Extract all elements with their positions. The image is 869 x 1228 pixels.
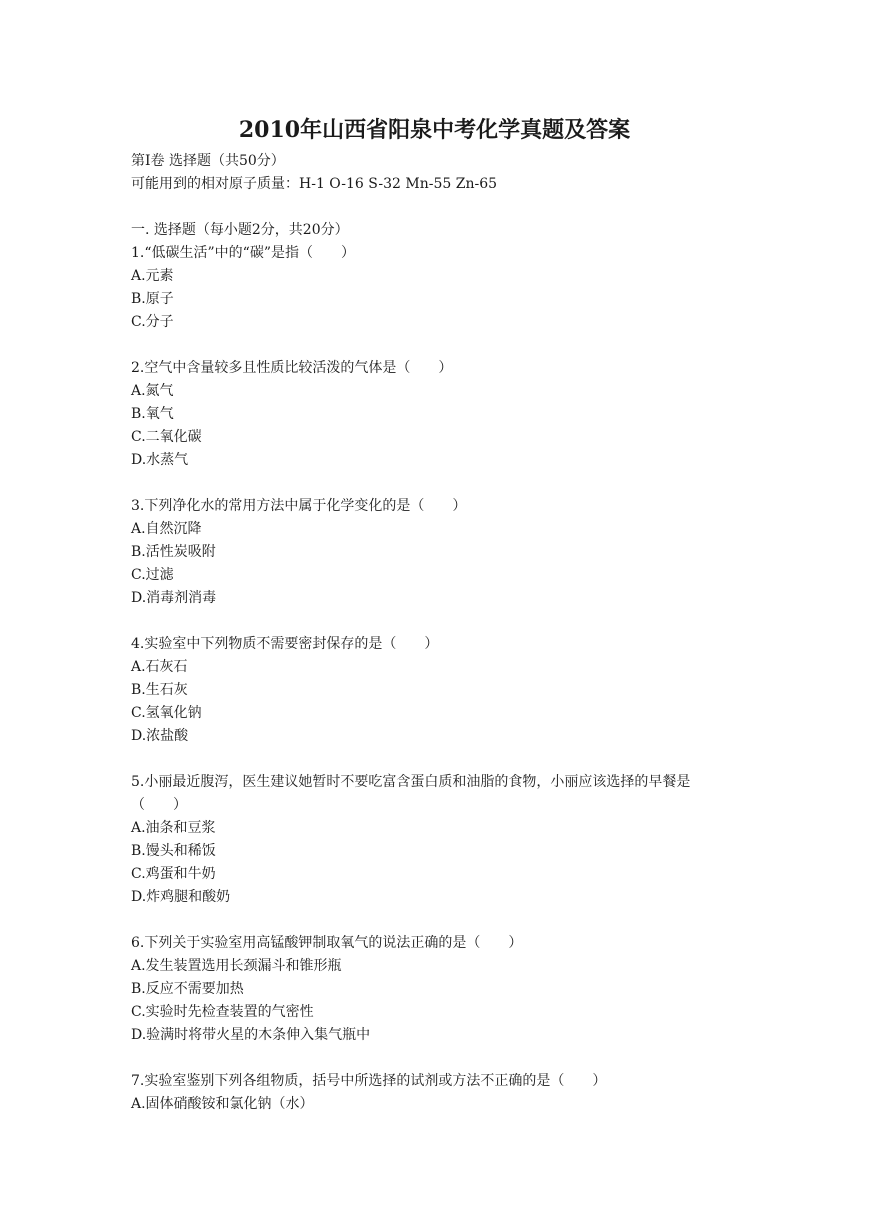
option-b: B.原子 — [131, 291, 174, 307]
option-b: B.馒头和稀饭 — [131, 843, 216, 859]
option-b: B.氧气 — [131, 406, 174, 422]
option-b: B.反应不需要加热 — [131, 981, 244, 997]
option-c: C.鸡蛋和牛奶 — [131, 866, 216, 882]
option-d: D.验满时将带火星的木条伸入集气瓶中 — [131, 1027, 371, 1043]
option-c: C.氢氧化钠 — [131, 705, 202, 721]
option-b: B.生石灰 — [131, 682, 188, 698]
question-7 — [131, 1070, 751, 1116]
paper-section-label: 第Ⅰ卷 选择题（共50分） — [131, 153, 285, 169]
option-b: B.活性炭吸附 — [131, 544, 216, 560]
option-d: D.浓盐酸 — [131, 728, 189, 744]
option-a: A.自然沉降 — [131, 521, 202, 537]
option-c: C.过滤 — [131, 567, 174, 583]
question-stem-continuation: （ ） — [131, 797, 187, 813]
option-a: A.氮气 — [131, 383, 174, 399]
question-stem: 7.实验室鉴别下列各组物质，括号中所选择的试剂或方法不正确的是（ ） — [131, 1073, 607, 1089]
option-a: A.元素 — [131, 268, 174, 284]
question-4 — [131, 633, 751, 748]
option-a: A.发生装置选用长颈漏斗和锥形瓶 — [131, 958, 342, 974]
document-title: 2010年山西省阳泉中考化学真题及答案 — [238, 117, 631, 143]
option-a: A.固体硝酸铵和氯化钠（水） — [131, 1096, 314, 1112]
question-stem: 5.小丽最近腹泻，医生建议她暂时不要吃富含蛋白质和油脂的食物，小丽应该选择的早餐是 — [131, 774, 691, 790]
question-5 — [131, 771, 751, 909]
option-c: C.分子 — [131, 314, 174, 330]
option-a: A.油条和豆浆 — [131, 820, 216, 836]
option-a: A.石灰石 — [131, 659, 188, 675]
question-stem: 6.下列关于实验室用高锰酸钾制取氧气的说法正确的是（ ） — [131, 935, 523, 951]
question-3 — [131, 495, 751, 610]
atomic-mass-note: 可能用到的相对原子质量：H-1 O-16 S-32 Mn-55 Zn-65 — [131, 176, 498, 192]
question-2 — [131, 357, 751, 472]
option-d: D.水蒸气 — [131, 452, 189, 468]
option-d: D.消毒剂消毒 — [131, 590, 217, 606]
question-stem: 4.实验室中下列物质不需要密封保存的是（ ） — [131, 636, 439, 652]
option-c: C.二氧化碳 — [131, 429, 202, 445]
question-stem: 1.“低碳生活”中的“碳”是指（ ） — [131, 245, 355, 261]
option-c: C.实验时先检查装置的气密性 — [131, 1004, 314, 1020]
question-6 — [131, 932, 751, 1047]
section-heading: 一. 选择题（每小题2分，共20分） — [131, 222, 349, 238]
option-d: D.炸鸡腿和酸奶 — [131, 889, 231, 905]
question-1 — [131, 242, 751, 334]
question-stem: 2.空气中含量较多且性质比较活泼的气体是（ ） — [131, 360, 453, 376]
question-stem: 3.下列净化水的常用方法中属于化学变化的是（ ） — [131, 498, 467, 514]
document-body — [131, 150, 751, 1116]
